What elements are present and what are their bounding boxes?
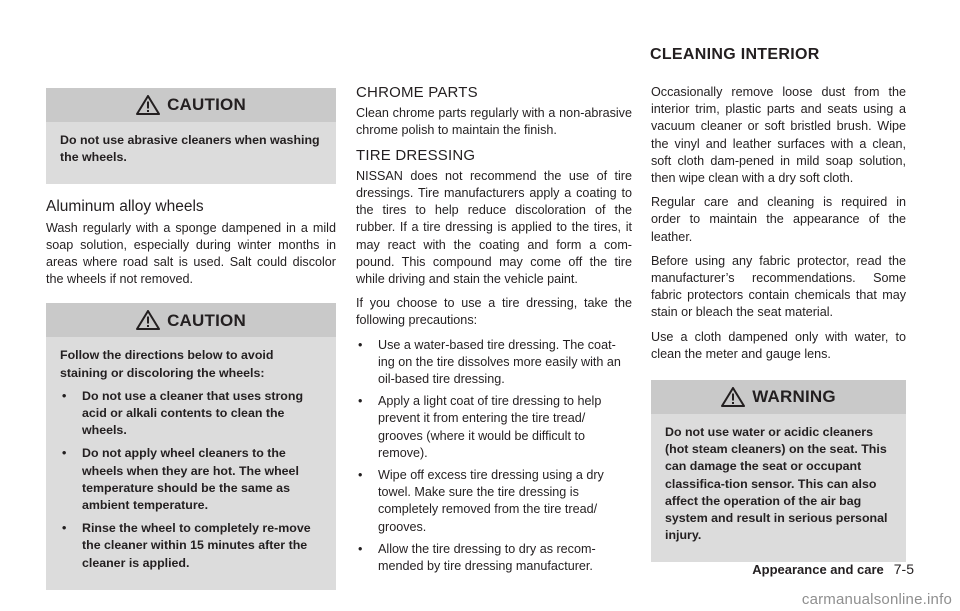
column-1 [46, 88, 336, 590]
list-item: • Use a water-based tire dressing. The coat-ing on the tire dissolves more easily with an oil-based tire dressing. [358, 337, 621, 387]
bullet-glyph: • [358, 541, 363, 556]
paragraph-interior-3: Before using any fabric protector, read the manufacturer’s recommendations. Some fabric protectors contain chemicals that may stain or bleach the seat material. [651, 253, 906, 320]
list-item: • Allow the tire dressing to dry as recom-mended by tire dressing manufacturer. [358, 541, 596, 574]
heading-tire-dressing: TIRE DRESSING [356, 146, 476, 164]
caution-title: CAUTION [167, 95, 246, 115]
bullet-glyph: • [62, 446, 67, 461]
caution-body [46, 122, 336, 184]
paragraph-tire-dressing-1: NISSAN does not recommend the use of tire dressings. Tire manufacturers apply a coating to the tires to help reduce discoloration of the rubber. If a tire dressing is applied to the tires, it may react with the coating and form a com-pound. This compound may come off the tire while driving and stain the vehicle paint. [356, 168, 632, 287]
warning-triangle-icon [136, 310, 160, 330]
caution-body [46, 337, 336, 589]
warning-body [651, 414, 906, 562]
caution-header [46, 88, 336, 122]
tire-dressing-bullet-list [356, 337, 632, 576]
warning-title: WARNING [752, 387, 836, 407]
section-title: CLEANING INTERIOR [650, 46, 820, 63]
bullet-glyph: • [358, 337, 363, 352]
watermark: carmanualsonline.info [801, 591, 952, 608]
paragraph-chrome-parts: Clean chrome parts regularly with a non-abrasive chrome polish to maintain the finish. [356, 106, 632, 138]
list-item: • Wipe off excess tire dressing using a dry towel. Make sure the tire dressing is completely removed from the tire tread/ grooves. [358, 468, 604, 534]
footer-section-name: Appearance and care [752, 562, 884, 577]
heading-chrome-parts: CHROME PARTS [356, 84, 478, 101]
caution-box-staining [46, 303, 336, 589]
caution-header [46, 303, 336, 337]
bullet-glyph: • [62, 388, 67, 403]
warning-box-seat [651, 380, 906, 562]
warning-triangle-icon [721, 387, 745, 407]
warning-header [651, 380, 906, 414]
caution-text: Do not use abrasive cleaners when washing the wheels. [60, 133, 320, 165]
list-item: • Do not apply wheel cleaners to the wheels when they are hot. The wheel temperature should be the same as ambient temperature. [62, 446, 299, 513]
column-3 [651, 84, 906, 562]
paragraph-tire-dressing-2: If you choose to use a tire dressing, take the following precautions: [356, 296, 632, 328]
bullet-glyph: • [358, 394, 363, 409]
paragraph-interior-2: Regular care and cleaning is required in order to maintain the appearance of the leather. [651, 195, 906, 244]
paragraph-aluminum-wheels: Wash regularly with a sponge dampened in a mild soap solution, especially during winter months in areas where road salt is used. Salt could discolor the wheels if not removed. [46, 220, 336, 287]
page-footer [752, 561, 914, 577]
paragraph-interior-4: Use a cloth dampened only with water, to clean the meter and gauge lens. [651, 329, 906, 361]
list-item: • Rinse the wheel to completely re-move the cleaner within 15 minutes after the cleaner is applied. [62, 521, 311, 570]
warning-text: Do not use water or acidic cleaners (hot steam cleaners) on the seat. This can damage the seat or occupant classifica-tion sensor. This can also affect the operation of the air bag system and result in serious personal injury. [665, 425, 888, 543]
column-2 [356, 84, 632, 580]
caution-bullet-list [60, 388, 324, 572]
bullet-glyph: • [62, 521, 67, 536]
caution-title: CAUTION [167, 310, 246, 330]
heading-aluminum-wheels: Aluminum alloy wheels [46, 198, 204, 216]
list-item: • Do not use a cleaner that uses strong acid or alkali contents to clean the wheels. [62, 388, 304, 438]
list-item: • Apply a light coat of tire dressing to help prevent it from entering the tire tread/ grooves (where it would be difficult to remove). [358, 394, 602, 460]
bullet-glyph: • [358, 468, 363, 483]
warning-triangle-icon [136, 95, 160, 115]
page-number: 7-5 [893, 561, 914, 577]
caution-box-wheels [46, 88, 336, 184]
caution-intro: Follow the directions below to avoid staining or discoloring the wheels: [60, 348, 274, 380]
paragraph-interior-1: Occasionally remove loose dust from the interior trim, plastic parts and seats using a vacuum cleaner or soft bristled brush. Wipe the vinyl and leather surfaces with a clean, soft cloth dam-pened in mild soap solution, then wipe clean with a dry soft cloth. [651, 85, 906, 186]
